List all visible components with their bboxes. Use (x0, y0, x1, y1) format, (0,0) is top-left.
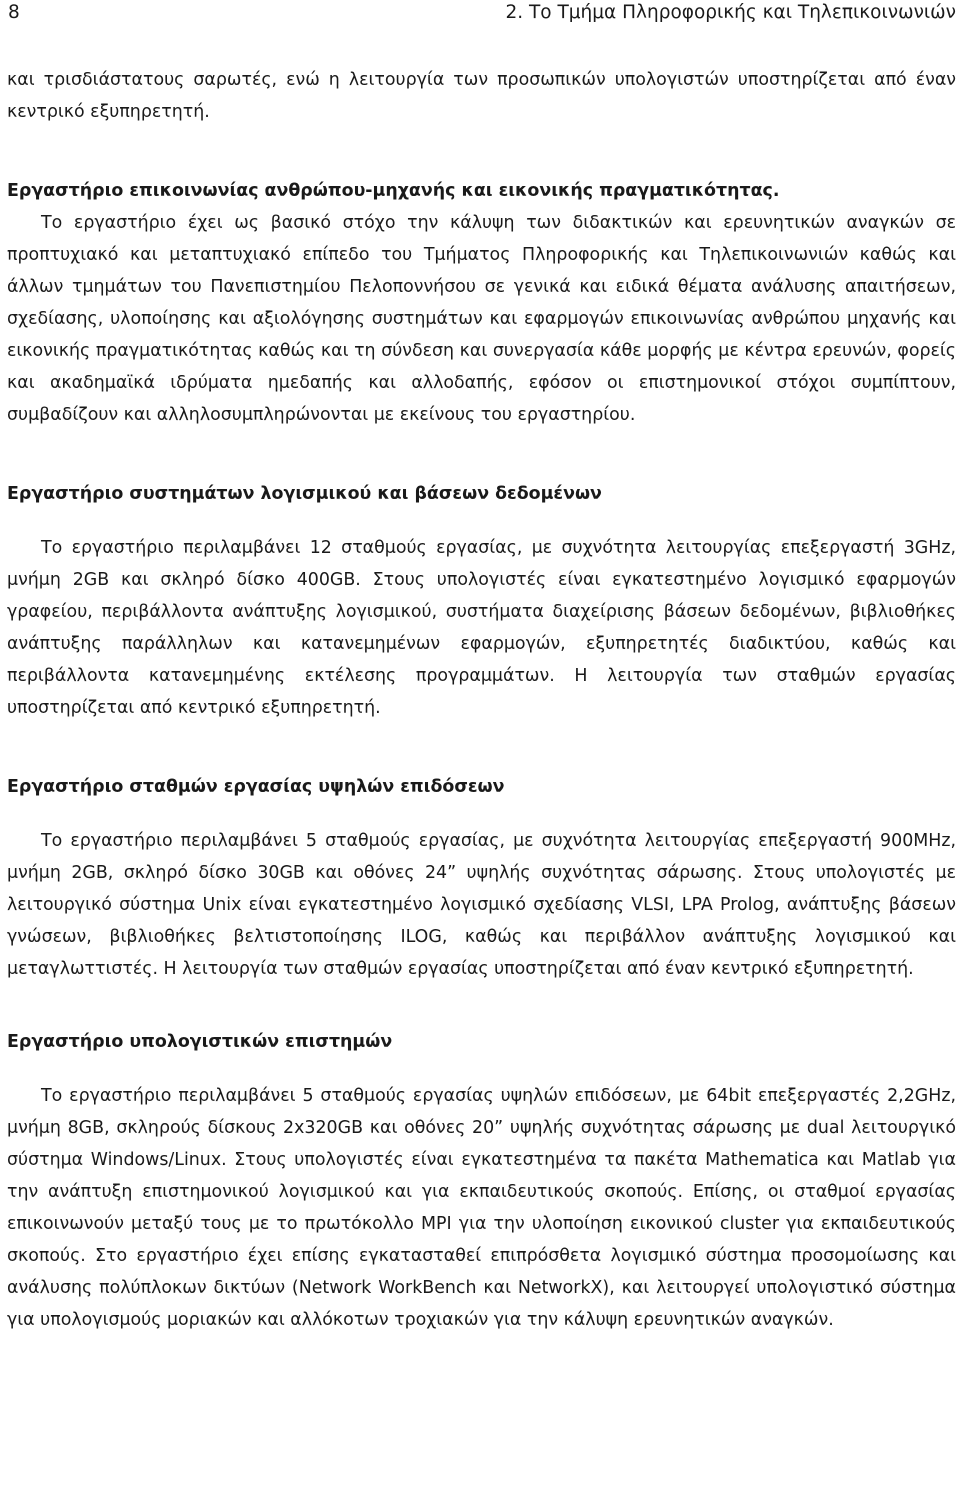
section-heading-hpc-workstations-lab: Εργαστήριο σταθμών εργασίας υψηλών επιδόσεων (7, 777, 505, 797)
chapter-title: 2. Το Τμήμα Πληροφορικής και Τηλεπικοινωνιών (505, 2, 956, 23)
section-heading-software-db-lab: Εργαστήριο συστημάτων λογισμικού και βάσεων δεδομένων (7, 484, 602, 504)
section-heading-computational-sciences-lab: Εργαστήριο υπολογιστικών επιστημών (7, 1032, 393, 1052)
section-body-computational-sciences-lab: Το εργαστήριο περιλαμβάνει 5 σταθμούς εργασίας υψηλών επιδόσεων, με 64bit επεξεργαστές 2,2GHz, μνήμη 8GB, σκληρούς δίσκους 2x320GB και οθόνες 20” υψηλής συχνότητας σάρωσης με dual λειτουργικό σύστημα Windows/Linux. Στους υπολογιστές είναι εγκατεστημένα τα πακέτα Mathematica και Matlab για την ανάπτυξη επιστημονικού λογισμικού και για εκπαιδευτικούς σκοπούς. Επίσης, οι σταθμοί εργασίας επικοινωνούν μεταξύ τους με το πρωτόκολλο MPI για την υλοποίηση εικονικού cluster για εκπαιδευτικούς σκοπούς. Στο εργαστήριο έχει επίσης εγκατασταθεί επιπρόσθετα λογισμικό σύστημα προσομοίωσης και ανάλυσης πολύπλοκων δικτύων (Network WorkBench και NetworkX), και λειτουργεί υπολογιστικό σύστημα για υπολογισμούς μοριακών και αλλόκοτων τροχιακών για την κάλυψη ερευνητικών αναγκών. (7, 1086, 956, 1330)
page-content (7, 64, 956, 1336)
section-heading-hci-vr-lab: Εργαστήριο επικοινωνίας ανθρώπου-μηχανής και εικονικής πραγματικότητας. (7, 181, 780, 201)
section-body-hci-vr-lab: Το εργαστήριο έχει ως βασικό στόχο την κάλυψη των διδακτικών και ερευνητικών αναγκών σε προπτυχιακό και μεταπτυχιακό επίπεδο του Τμήματος Πληροφορικής και Τηλεπικοινωνιών καθώς και άλλων τμημάτων του Πανεπιστημίου Πελοποννήσου σε γενικά και ειδικά θέματα ανάλυσης απαιτήσεων, σχεδίασης, υλοποίησης και αξιολόγησης συστημάτων και εφαρμογών επικοινωνίας ανθρώπου μηχανής και εικονικής πραγματικότητας καθώς και τη σύνδεση και συνεργασία κάθε μορφής με κέντρα ερευνών, φορείς και ακαδημαϊκά ιδρύματα ημεδαπής και αλλοδαπής, εφόσον οι επιστημονικοί στόχοι συμπίπτουν, συμβαδίζουν και αλληλοσυμπληρώνονται με εκείνους του εργαστηρίου. (7, 213, 956, 425)
continued-paragraph: και τρισδιάστατους σαρωτές, ενώ η λειτουργία των προσωπικών υπολογιστών υποστηρίζεται από έναν κεντρικό εξυπηρετητή. (7, 70, 956, 122)
running-header (8, 0, 956, 26)
page-number: 8 (8, 2, 20, 23)
section-body-hpc-workstations-lab: Το εργαστήριο περιλαμβάνει 5 σταθμούς εργασίας, με συχνότητα λειτουργίας επεξεργαστή 900MHz, μνήμη 2GB, σκληρό δίσκο 30GB και οθόνες 24” υψηλής συχνότητας σάρωσης. Στους υπολογιστές με λειτουργικό σύστημα Unix είναι εγκατεστημένο λογισμικό σχεδίασης VLSI, LPA Prolog, ανάπτυξης βάσεων γνώσεων, βιβλιοθήκες βελτιστοποίησης ILOG, καθώς και περιβάλλον ανάπτυξης λογισμικού και μεταγλωττιστές. Η λειτουργία των σταθμών εργασίας υποστηρίζεται από έναν κεντρικό εξυπηρετητή. (7, 831, 956, 979)
section-body-software-db-lab: Το εργαστήριο περιλαμβάνει 12 σταθμούς εργασίας, με συχνότητα λειτουργίας επεξεργαστή 3GHz, μνήμη 2GB και σκληρό δίσκο 400GB. Στους υπολογιστές είναι εγκατεστημένο λογισμικό εφαρμογών γραφείου, περιβάλλοντα ανάπτυξης λογισμικού, συστήματα διαχείρισης βάσεων δεδομένων, βιβλιοθήκες ανάπτυξης παράλληλων και κατανεμημένων εφαρμογών, εξυπηρετητές διαδικτύου, καθώς και περιβάλλοντα κατανεμημένης εκτέλεσης προγραμμάτων. Η λειτουργία των σταθμών εργασίας υποστηρίζεται από κεντρικό εξυπηρετητή. (7, 538, 956, 718)
